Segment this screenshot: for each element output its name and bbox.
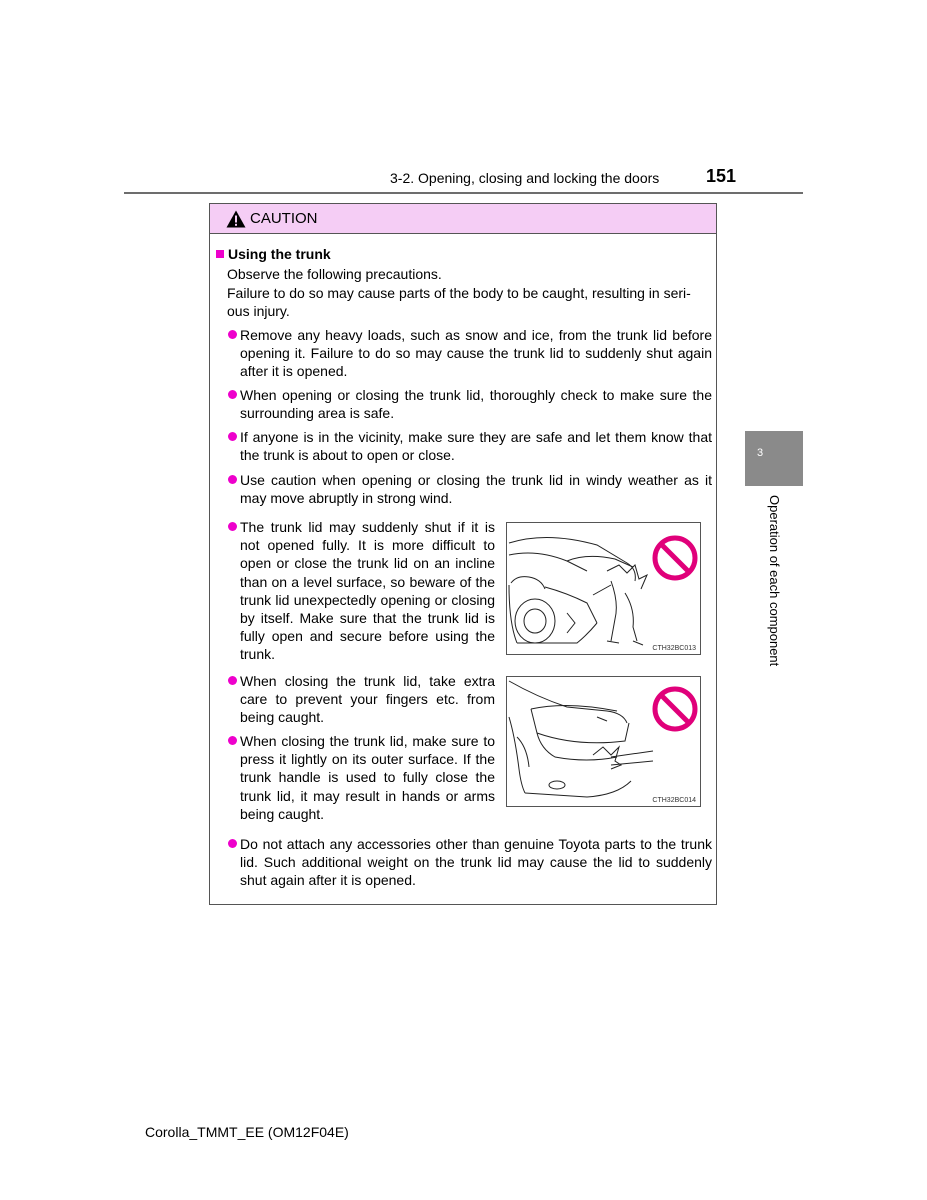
bullet-item (227, 471, 712, 507)
trunk-lid-illustration (507, 523, 700, 654)
bullet-dot-icon (228, 676, 237, 685)
bullet-item (227, 386, 712, 422)
section-heading-text: Using the trunk (228, 246, 331, 262)
bullet-text: The trunk lid may suddenly shut if it is not opened fully. It is more difficult to open or close the trunk lid on an incline than on a level surface, so beware of the trunk lid unexpectedly opening or closing by itself. Make sure that the trunk lid is fully open and secure before using the trunk. (240, 519, 495, 663)
header-section-title: 3-2. Opening, closing and locking the doors (390, 170, 660, 186)
caution-header (210, 204, 716, 234)
footer-model-code: Corolla_TMMT_EE (OM12F04E) (145, 1124, 349, 1140)
figure-trunk-lid-incline (506, 522, 701, 655)
bullet-item (227, 732, 495, 823)
warning-triangle-icon (226, 210, 246, 228)
bullet-dot-icon (228, 736, 237, 745)
figure-code: CTH32BC013 (652, 645, 696, 652)
bullet-item (227, 672, 495, 727)
section-heading (216, 245, 331, 263)
bullet-item (227, 326, 712, 381)
chapter-tab (745, 431, 803, 486)
chapter-label: Operation of each component (767, 495, 782, 667)
caution-title: CAUTION (250, 210, 318, 227)
header-rule (124, 192, 803, 194)
caution-box (209, 203, 717, 905)
trunk-closing-illustration (507, 677, 700, 806)
bullet-text: If anyone is in the vicinity, make sure they are safe and let them know that the trunk is about to open or close. (240, 429, 712, 464)
intro-paragraph-1: Observe the following precautions. (227, 266, 442, 282)
bullet-text: When closing the trunk lid, make sure to press it lightly on its outer surface. If the trunk handle is used to fully close the trunk lid, it may result in hands or arms being caught. (240, 733, 495, 822)
bullet-item (227, 428, 712, 464)
bullet-item (227, 518, 495, 664)
bullet-dot-icon (228, 522, 237, 531)
chapter-number: 3 (757, 447, 764, 459)
square-bullet-icon (216, 250, 224, 258)
bullet-text: Use caution when opening or closing the trunk lid in windy weather as it may move abruptly in strong wind. (240, 472, 712, 507)
bullet-item (227, 835, 712, 890)
bullet-text: When opening or closing the trunk lid, thoroughly check to make sure the surrounding area is safe. (240, 387, 712, 422)
bullet-dot-icon (228, 330, 237, 339)
figure-trunk-closing-hand (506, 676, 701, 807)
bullet-text: Remove any heavy loads, such as snow and ice, from the trunk lid before opening it. Failure to do so may cause the trunk lid to suddenly shut again after it is opened. (240, 327, 712, 380)
bullet-dot-icon (228, 432, 237, 441)
bullet-dot-icon (228, 390, 237, 399)
bullet-text: When closing the trunk lid, take extra care to prevent your fingers etc. from being caught. (240, 673, 495, 726)
page-number: 151 (706, 166, 737, 186)
bullet-dot-icon (228, 839, 237, 848)
intro-paragraph-2: Failure to do so may cause parts of the body to be caught, resulting in seri- ous injury. (227, 285, 691, 319)
bullet-text: Do not attach any accessories other than genuine Toyota parts to the trunk lid. Such additional weight on the trunk lid may cause the lid to suddenly shut again after it is opened. (240, 836, 712, 889)
figure-code: CTH32BC014 (652, 797, 696, 804)
bullet-dot-icon (228, 475, 237, 484)
